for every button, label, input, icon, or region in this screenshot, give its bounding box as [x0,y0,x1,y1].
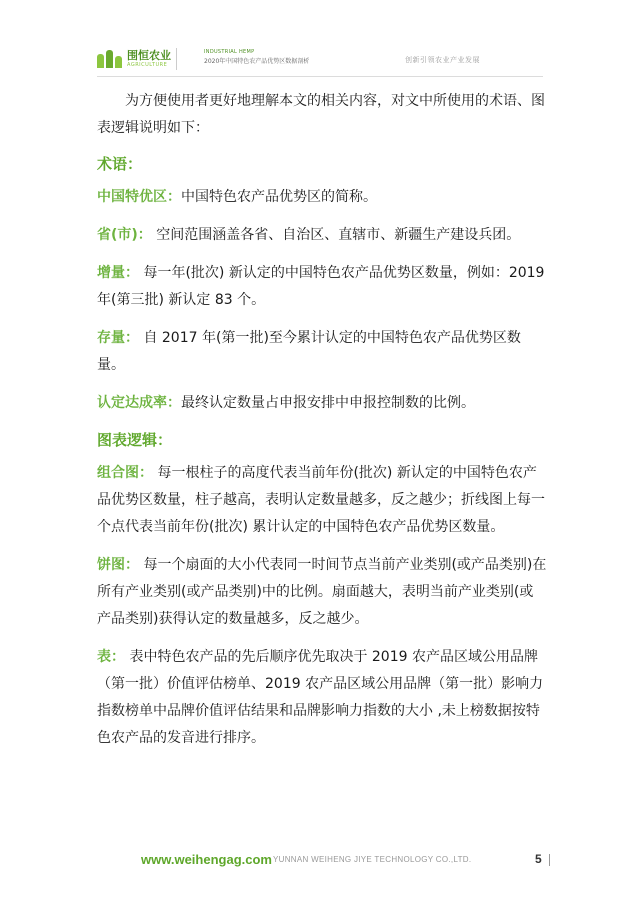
intro-paragraph: 为方便使用者更好地理解本文的相关内容，对文中所使用的术语、图表逻辑说明如下： [97,93,545,136]
footer-separator [549,854,550,866]
term-label: 增量： [97,265,139,281]
term-item [97,260,547,314]
chart-logic-item [97,552,547,633]
header-slogan: 创新引领农业产业发展 [405,56,480,64]
term-text: 空间范围涵盖各省、自治区、直辖市、新疆生产建设兵团。 [151,227,521,243]
chart-logic-text: 表中特色农产品的先后顺序优先取决于 2019 农产品区域公用品牌（第一批）价值评估榜单、2019 农产品区域公用品牌（第一批）影响力指数榜单中品牌价值评估结果和品牌影响力指数的大小 ,未上榜数据按特色农产品的发音进行排序。 [97,649,544,746]
term-label: 中国特优区： [97,189,181,205]
chart-logic-label: 组合图： [97,465,153,481]
term-label: 认定达成率： [97,395,181,411]
chart-logic-item [97,460,547,541]
report-title-en: INDUSTRIAL HEMP [204,49,255,55]
company-logo [97,50,171,68]
logo-cn-text: 围恒农业 [127,49,171,62]
logo-mark-icon [97,50,123,68]
terms-heading: 术语： [97,155,143,173]
page-footer [0,846,640,876]
logo-en-text: AGRICULTURE [127,62,168,68]
page-header [0,0,640,80]
term-item [97,184,547,211]
page-content [97,88,547,763]
footer-website-link[interactable]: www.weihengag.com [141,852,272,867]
chart-logic-heading: 图表逻辑： [97,431,173,449]
term-item [97,222,547,249]
footer-company-name: YUNNAN WEIHENG JIYE TECHNOLOGY CO.,LTD. [273,855,472,864]
term-label: 省(市)： [97,227,152,243]
chart-logic-label: 表： [97,649,125,665]
term-item [97,390,547,417]
term-text: 每一年(批次) 新认定的中国特色农产品优势区数量，例如：2019 年(第三批) 新认定 83 个。 [97,265,545,308]
term-text: 自 2017 年(第一批)至今累计认定的中国特色农产品优势区数量。 [97,330,521,373]
term-text: 中国特色农产品优势区的简称。 [181,189,377,205]
report-title [204,50,309,65]
term-label: 存量： [97,330,139,346]
chart-logic-label: 饼图： [97,557,139,573]
term-item [97,325,547,379]
header-rule [97,76,543,77]
chart-logic-text: 每一个扇面的大小代表同一时间节点当前产业类别(或产品类别)在所有产业类别(或产品类别)中的比例。扇面越大，表明当前产业类别(或产品类别)获得认定的数量越多，反之越少。 [97,557,547,627]
chart-logic-text: 每一根柱子的高度代表当前年份(批次) 新认定的中国特色农产品优势区数量，柱子越高，表明认定数量越多，反之越少；折线图上每一个点代表当前年份(批次) 累计认定的中国特色农产品优势区数量。 [97,465,545,535]
chart-logic-item [97,644,547,752]
term-text: 最终认定数量占申报安排中申报控制数的比例。 [181,395,475,411]
header-divider [176,48,177,70]
page-number: 5 [535,852,542,866]
report-title-cn: 2020年中国特色农产品优势区数据剖析 [204,58,310,65]
